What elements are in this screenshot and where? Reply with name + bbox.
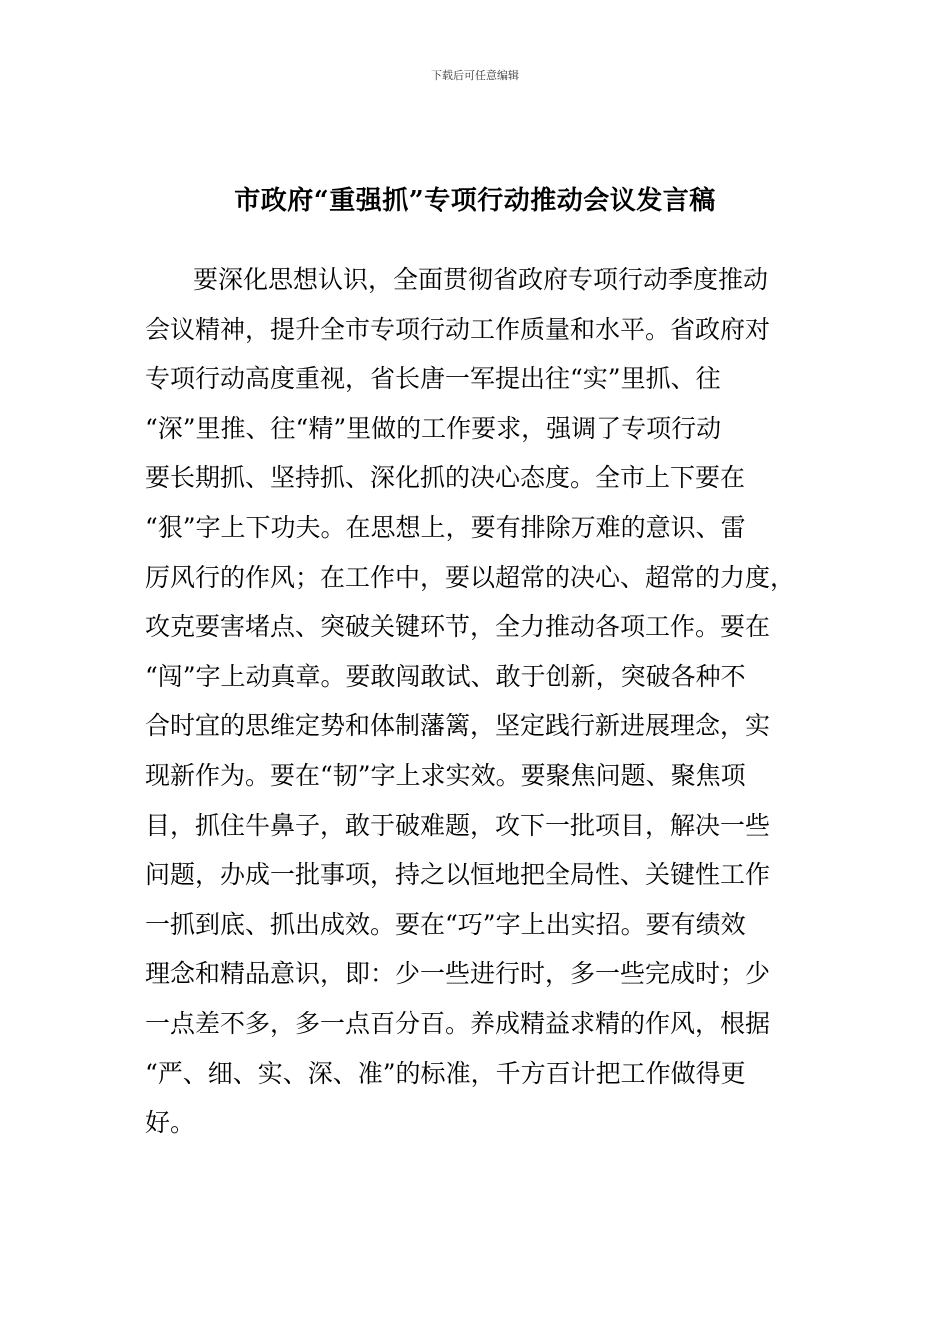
body-line: 攻克要害堵点、突破关键环节，全力推动各项工作。要在 bbox=[145, 612, 771, 642]
body-line: 专项行动高度重视，省长唐一军提出往“实”里抓、往 bbox=[145, 364, 721, 394]
body-paragraph bbox=[145, 255, 805, 1148]
header-note: 下载后可任意编辑 bbox=[431, 69, 519, 82]
body-line: “深”里推、往“精”里做的工作要求，强调了专项行动 bbox=[145, 413, 722, 443]
body-line: 问题，办成一批事项，持之以恒地把全局性、关键性工作 bbox=[145, 860, 771, 890]
body-line: “严、细、实、深、准”的标准，千方百计把工作做得更 bbox=[145, 1058, 746, 1088]
body-line: 一抓到底、抓出成效。要在“巧”字上出实招。要有绩效 bbox=[145, 909, 746, 939]
document-title: 市政府“重强抓”专项行动推动会议发言稿 bbox=[234, 186, 716, 216]
body-line: 一点差不多，多一点百分百。养成精益求精的作风，根据 bbox=[145, 1008, 771, 1038]
body-line: 理念和精品意识，即：少一些进行时，多一些完成时；少 bbox=[145, 959, 771, 989]
body-line: 现新作为。要在“韧”字上求实效。要聚焦问题、聚焦项 bbox=[145, 760, 746, 790]
body-line: “狠”字上下功夫。在思想上，要有排除万难的意识、雷 bbox=[145, 512, 746, 542]
body-line: 厉风行的作风；在工作中，要以超常的决心、超常的力度， bbox=[145, 562, 796, 592]
body-line: 要长期抓、坚持抓、深化抓的决心态度。全市上下要在 bbox=[145, 463, 746, 493]
body-line: 要深化思想认识，全面贯彻省政府专项行动季度推动 bbox=[193, 265, 769, 294]
body-line: 会议精神，提升全市专项行动工作质量和水平。省政府对 bbox=[145, 314, 771, 344]
body-line: 合时宜的思维定势和体制藩篱，坚定践行新进展理念，实 bbox=[145, 711, 771, 741]
body-line: 好。 bbox=[145, 1108, 196, 1138]
body-line: “闯”字上动真章。要敢闯敢试、敢于创新，突破各种不 bbox=[145, 661, 746, 691]
body-line: 目，抓住牛鼻子，敢于破难题，攻下一批项目，解决一些 bbox=[145, 810, 771, 840]
